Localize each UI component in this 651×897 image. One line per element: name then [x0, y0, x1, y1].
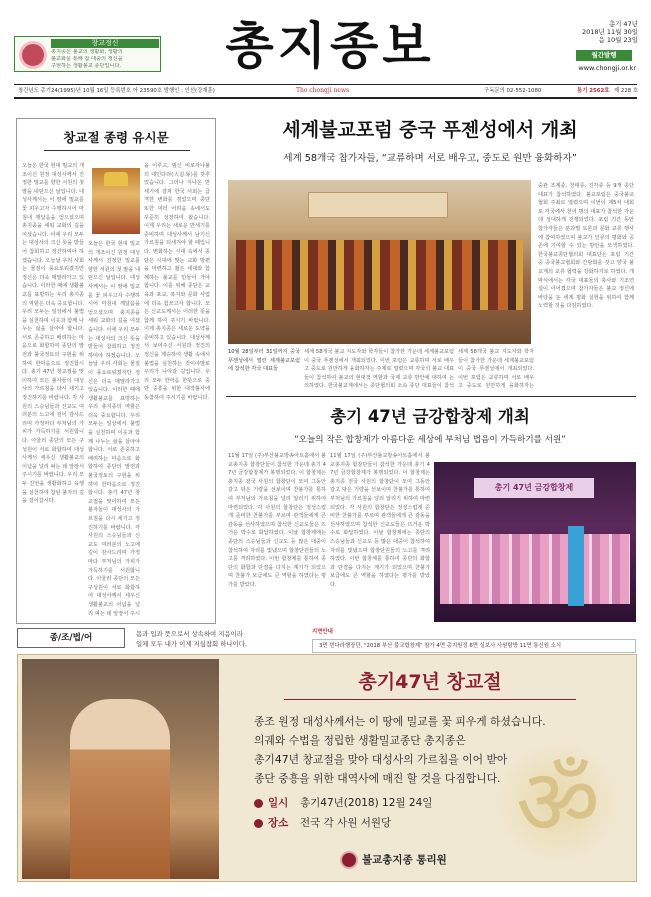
mission-line: 구현하는 생활불교 종단입니다.: [51, 63, 122, 69]
headline1-body-text-3: 세계 58개국 불교 지도자와 학자들이 참가한 가운데 세계불교포럼이 중국 푸젠성에서 개최되었다. 이번 포럼은 교류하며 서로 배우고 중도로 원만하게 융화하자는: [458, 349, 534, 390]
quote-line-1: 몸과 입과 뜻으로서 상속하여 지음이라: [136, 630, 243, 638]
ad-line-3: 총기47년 창교절을 맞아 대성사의 가르침을 이어 받아: [254, 753, 508, 766]
headline1-subtitle: 세계 58개국 참가자들, “교류하며 서로 배우고, 중도로 원만 융화하자”: [283, 153, 577, 164]
date-bullet-icon: [254, 799, 263, 808]
info-bar: [14, 86, 637, 96]
masthead: [0, 0, 651, 84]
headline1-body-text-right: 중관 조계종, 천태종, 진각종 등 9개 종단대표가 참석하였다. 불교포럼은 중국불교협회 주최로 열렸으며 이번이 제5차 대회로 각국에서 천여 명의 대표가 참석한 가운데 성대하게 진행되었다. 포럼 기간 동안 참가자들은 분과별 토론과 문화 교류 행사에 참여하였으며 불교가 인류의 평화와 공존에 기여할 수 있는 방안을 모색하였다. 한국불교종단협의회 대표단은 포럼 기간 중 중국불교협회와 간담회를 갖고 양국 불교계의 교류 협력을 강화하기로 하였다. 개막식에서는 각국 대표들의 축사와 기조연설이 이어졌으며 참가자들은 불교 정신에 바탕을 둔 세계 평화 실현을 위하여 함께 노력할 것을 다짐하였다.: [538, 183, 634, 310]
left-column-title: 창교절 종령 유시문: [63, 130, 169, 145]
mission-line: 불교화를 통해 참 대중의 정신을: [51, 56, 123, 62]
website-link[interactable]: www.chongji.or.kr: [578, 64, 636, 72]
lotus-emblem-icon: [19, 41, 47, 69]
subscription-info: 구독문의 02-552-1080: [484, 88, 542, 94]
headline2-title: 총기 47년 금강합창제 개최: [330, 407, 530, 426]
headline1-body-text: 세계 58개국 불교 지도자와 학자들이 참가한 가운데 세계불교포럼이 중국 푸젠성에서 개최되었다. 이번 포럼은 교류하며 서로 배우고 중도로 원만하게 융화하자는 주제로 열렸으며 각국의 불교 대표들이 참석하여 불교의 현대적 역할과 국제 교류 방안에 대하여 논의하였다. 한국불교계에서는 종단협의회 소속 종단 대표들이 참석: [304, 349, 454, 390]
issue-lunar-date: 음 10월 23일: [598, 36, 638, 44]
section-divider: [226, 396, 636, 397]
om-symbol-icon: ॐ: [494, 739, 622, 867]
issue-year: 총기 47년: [608, 20, 638, 28]
mission-box-title: 창교정신: [51, 39, 159, 48]
choir-stage-banner: 총기 47년 금강합창제: [474, 478, 594, 498]
ad-title-underline: [284, 699, 576, 700]
quote-label: 종/조/법/어: [17, 628, 125, 648]
page-number: 제 228 호: [614, 88, 639, 94]
ad-photo: [22, 659, 219, 879]
portrait-hat-icon: [104, 172, 128, 186]
issue-number: 통기 2562호: [577, 88, 610, 94]
left-column-body-text-2: 을 이루고, 범신 비로자나불의 대인다라(大忍辱)를 갖추었습니다. 그러나 지나온 반세기에 걸쳐 한국 사회는 급격한 변화를 겪었으며 종단 또한 여러 어려움 속에서도 꾸준히 성장하여 왔습니다. 이제 우리는 새로운 반세기를 준비하며 대성사께서 남기신 가르침을 되새겨야 할 때입니다. 변화하는 시대 속에서 종단은 시대에 맞는 교화 방편을 마련하고 젊은 세대와 함께하는 불교를 만들어 가야 합니다. 이를 위해 종단은 교육과 포교, 복지와 문화 사업에 더욱 힘쓰고자 합니다. 모든 신교도께서는 이러한 뜻을 함께 하여 주시기 바랍니다. 이제 총지종은 새로운 도약을 준비하고 있습니다. 대성사께서 보여주신 서원과 정진의 정신을 계승하여 생활 속에서 불법을 실천하는 것이야말로 우리가 나아갈 길입니다. 우리 모두 한마음 한뜻으로 종단 중흥을 위한 대작불사에 동참하여 주시기를 바랍니다.: [144, 163, 210, 402]
issue-date: 2018년 11월 30일: [581, 28, 638, 36]
frequency-badge: 월간발행: [576, 50, 632, 61]
mission-box: [14, 36, 161, 72]
headline2-body-text: 11월 17일 (주)부산불교방송아트홀에서 불교총지종 합창단들이 참석한 가운데 총기 47년 금강합창제가 봉행되었다. 이 합창제는 총지종 전국 사원의 합창단이 모여 그동안 갈고 닦은 기량을 선보이며 찬불가를 통하여 부처님의 가르침을 널리 알리기 위하여 마련되었다. 각 사원의 합창단은 정성스럽게 준비한 찬불가를 부르며 관객들에게 큰 감동을 선사하였으며 참석한 신교도들은 뜨거운 박수로 화답하였다. 이날 합창제에는 종단의 스승님들과 신교도 등 많은 대중이 참석하여 자리를 빛냈으며 합창단원들의 노고를 격려하였다. 이번 합창제를 통하여 종단의 화합과 단결을 다지는 계기가 되었으며 찬불가 보급에도 큰 역할을 하였다는 평가를 받았다.: [228, 453, 326, 588]
publication-info: 창간년도 총기24(1995)년 10월 16일 등록번호 아 23590호 발행인 : 인선(강재훈): [18, 88, 215, 94]
choir-conductor: [568, 526, 584, 606]
ad-title: 총기47년 창교절: [358, 671, 502, 693]
org-logo-icon: [340, 851, 358, 869]
headline2-body-text-2: 11월 17일 (주)부산불교방송아트홀에서 불교총지종 합창단들이 참석한 가운데 총기 47년 금강합창제가 봉행되었다. 이 합창제는 총지종 전국 사원의 합창단이 모여 그동안 갈고 닦은 기량을 선보이며 찬불가를 통하여 부처님의 가르침을 널리 알리기 위하여 마련되었다. 각 사원의 합창단은 정성스럽게 준비한 찬불가를 부르며 관객들에게 큰 감동을 선사하였으며 참석한 신교도들은 뜨거운 박수로 화답하였다. 이날 합창제에는 종단의 스승님들과 신교도 등 많은 대중이 참석하여 자리를 빛냈으며 합창단원들의 노고를 격려하였다. 이번 합창제를 통하여 종단의 화합과 단결을 다지는 계기가 되었으며 찬불가 보급에도 큰 역할을 하였다는 평가를 받았다.: [330, 453, 430, 588]
mission-line: 총지종은 불교의 생활화, 생활의: [51, 49, 123, 55]
ad-organization: 불교총지종 통리원: [362, 854, 447, 866]
quote-line-2: 일체 모두 내가 이제 지심참회 하나이다.: [136, 640, 247, 648]
headline1-title: 세계불교포럼 중국 푸젠성에서 개최: [282, 119, 578, 141]
ad-line-2: 의궤와 수법을 정립한 생활밀교종단 총지종은: [254, 734, 466, 747]
issue-meta: [548, 20, 638, 44]
place-bullet-icon: [254, 819, 263, 828]
place-label: 장소: [268, 817, 289, 829]
forum-photo-caption: 10월 28일부터 31일까지 중국 푸젠성에서 열린 세계불교포럼에 참석한 각국 대표들: [228, 349, 300, 373]
anniversary-ad: [17, 654, 637, 882]
info-rule: [14, 97, 637, 99]
ad-photo-figure: [70, 699, 170, 879]
date-value: 총기47년(2018) 12월 24일: [300, 797, 433, 809]
place-value: 전국 각 사원 서원당: [300, 817, 392, 829]
forum-photo: [228, 180, 531, 344]
forum-attendees: [236, 240, 523, 310]
top-rule: [14, 84, 637, 85]
notice-tag: 지면안내: [312, 629, 333, 635]
page-guide-notice: 3면 번다라행장단, "2018 부산 불교합창제" 참가 4면 총지원정 6면 실보사 사원탐방 11면 통신원 소식: [312, 639, 636, 653]
english-title: The chongji news: [296, 87, 350, 94]
ad-line-1: 종조 원정 대성사께서는 이 땅에 밀교를 꽃 피우게 하셨습니다.: [254, 715, 546, 728]
title-underline: [44, 150, 190, 151]
headline2-subtitle: “오늘의 작은 합창제가 아름다운 세상에 부처님 법음이 가득하기를 서원”: [294, 435, 566, 445]
choir-photo: [434, 462, 636, 622]
ad-line-4: 종단 중흥을 위한 대역사에 매진 할 것을 다짐합니다.: [254, 772, 501, 785]
date-label: 일시: [268, 797, 289, 809]
choir-singers: [440, 534, 630, 604]
left-column-body-text-3: 오늘은 한국 현대 밀교의 개조이신 원정 대성사께서 진정한 밀교를 향한 서원의 첫 발을 내딛으신 날입니다. 대성사께서는 이 땅에 밀교를 꽃 피우고자 수행하시어 마침내 깨달음을 얻으셨으며 총지종을 세워 교화의 길을 여셨습니다. 이에 우리 모두는 대성사의 크신 뜻을 받들어 참회하고 정진하여야 하겠습니다. 오늘날 우리 사회는 물질이 풍요로워졌지만 정신은 더욱 메말라가고 있습니다. 이러한 때에 생활불교를 표방하는 우리 총지종의 역할은 더욱 중요합니다. 우리 모두는 일상에서 불법을 실천하며 이웃과 함께 나누는 삶을 살아야 합니다. 서로 존중하고 배려하는 마음으로 화합하여 종단의 발전과 불국정토의 구현을 위하여 한마음으로 정진합시다. 총기 47년 창교절을 맞이하여 모든 불자들이 대성사의 가르침을 다시 새기고 정진하기를 바랍니다. 각 사원의 스승님들과 신교도 여러분의 노고에 깊이 감사드리며 가정마다 부처님의 가피가 가득하기를 서원합니다. 아울러 종단의 모든 구성원이 서로 화합하여 대성사께서 세우신 생활불교의 이념을 널리 펴는 데 앞장서 주시: [88, 241, 140, 617]
newspaper-title: 총지종보: [225, 17, 435, 75]
left-column-body-text: 오늘은 한국 현대 밀교의 개조이신 원정 대성사께서 진정한 밀교를 향한 서원의 첫 발을 내딛으신 날입니다. 대성사께서는 이 땅에 밀교를 꽃 피우고자 수행하시어 마침내 깨달음을 얻으셨으며 총지종을 세워 교화의 길을 여셨습니다. 이에 우리 모두는 대성사의 크신 뜻을 받들어 참회하고 정진하여야 하겠습니다. 오늘날 우리 사회는 물질이 풍요로워졌지만 정신은 더욱 메말라가고 있습니다. 이러한 때에 생활불교를 표방하는 우리 총지종의 역할은 더욱 중요합니다. 우리 모두는 일상에서 불법을 실천하며 이웃과 함께 나누는 삶을 살아야 합니다. 서로 존중하고 배려하는 마음으로 화합하여 종단의 발전과 불국정토의 구현을 위하여 한마음으로 정진합시다. 총기 47년 창교절을 맞이하여 모든 불자들이 대성사의 가르침을 다시 새기고 정진하기를 바랍니다. 각 사원의 스승님들과 신교도 여러분의 노고에 깊이 감사드리며 가정마다 부처님의 가피가 가득하기를 서원합니다. 아울러 종단의 모든 구성원이 서로 화합하여 대성사께서 세우신 생활불교의 이념을 널리 펴는 데 앞장서 주시기를 바랍니다. 우리 모두 진언을 생활화하고 육행을 실천하여 참된 불자의 길을 걸어갑시다.: [22, 163, 84, 505]
forum-banner: [308, 192, 448, 218]
